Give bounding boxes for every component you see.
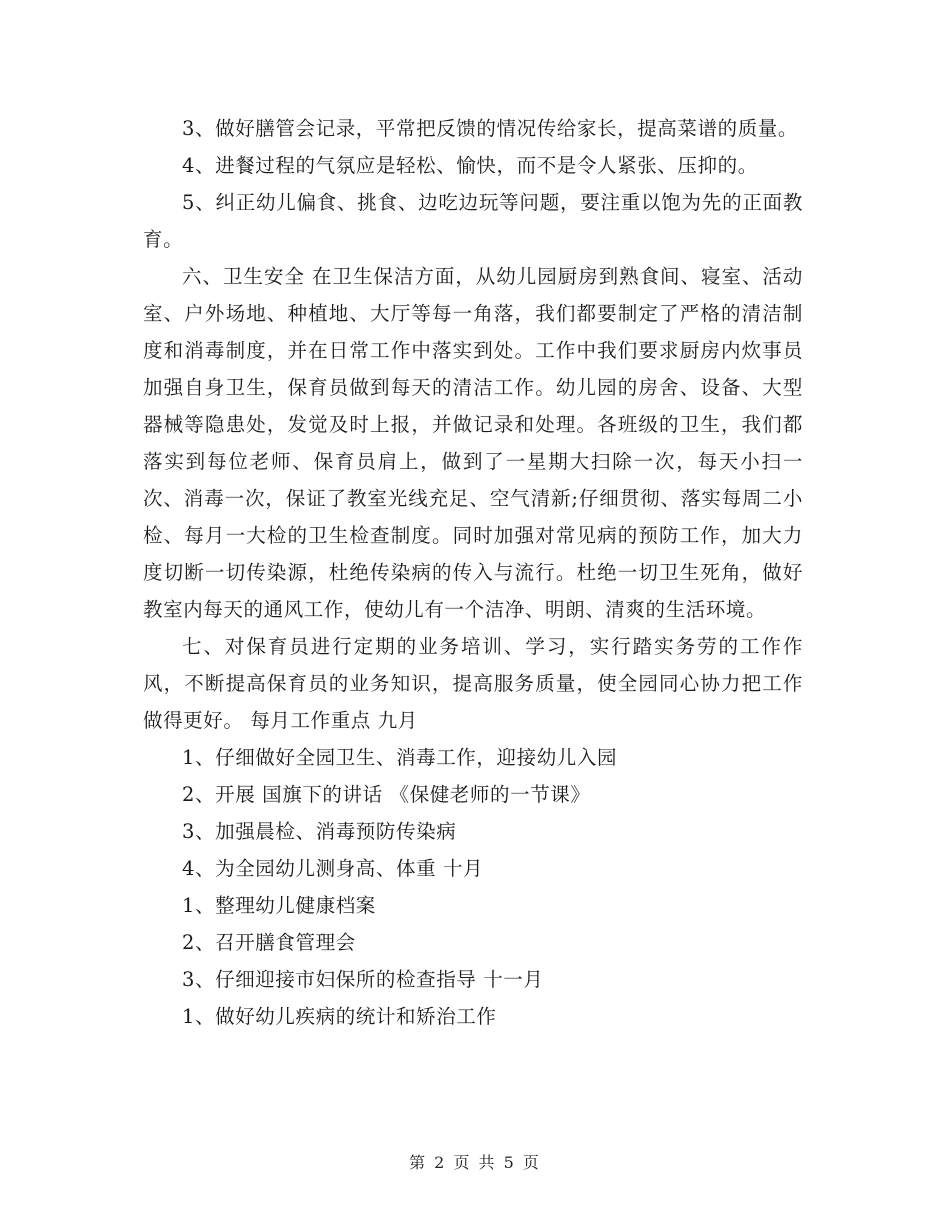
list-item: 2、召开膳食管理会 xyxy=(182,931,356,954)
list-item: 3、仔细迎接市妇保所的检查指导 十一月 xyxy=(182,968,544,991)
document-body xyxy=(143,110,803,1035)
list-item: 1、仔细做好全园卫生、消毒工作，迎接幼儿入园 xyxy=(182,746,618,769)
list-item: 1、整理幼儿健康档案 xyxy=(182,894,376,917)
list-item: 1、做好幼儿疾病的统计和矫治工作 xyxy=(182,1005,497,1028)
list-item: 4、为全园幼儿测身高、体重 十月 xyxy=(182,857,484,880)
paragraph: 七、对保育员进行定期的业务培训、学习，实行踏实务劳的工作作风，不断提高保育员的业务知识，提高服务质量，使全园同心协力把工作做得更好。 每月工作重点 九月 xyxy=(143,635,803,732)
page-footer: 第 2 页 共 5 页 xyxy=(409,1153,541,1172)
paragraph: 3、做好膳管会记录，平常把反馈的情况传给家长，提高菜谱的质量。 xyxy=(182,117,799,140)
list-item: 3、加强晨检、消毒预防传染病 xyxy=(182,820,457,843)
paragraph: 5、纠正幼儿偏食、挑食、边吃边玩等问题，要注重以饱为先的正面教育。 xyxy=(143,191,803,251)
paragraph: 六、卫生安全 在卫生保洁方面，从幼儿园厨房到熟食间、寝室、活动室、户外场地、种植地、大厅等每一角落，我们都要制定了严格的清洁制度和消毒制度，并在日常工作中落实到处。工作中我们要求厨房内炊事员加强自身卫生，保育员做到每天的清洁工作。幼儿园的房舍、设备、大型器械等隐患处，发觉及时上报，并做记录和处理。各班级的卫生，我们都落实到每位老师、保育员肩上，做到了一星期大扫除一次，每天小扫一次、消毒一次，保证了教室光线充足、空气清新;仔细贯彻、落实每周二小检、每月一大检的卫生检查制度。同时加强对常见病的预防工作，加大力度切断一切传染源，杜绝传染病的传入与流行。杜绝一切卫生死角，做好教室内每天的通风工作，使幼儿有一个洁净、明朗、清爽的生活环境。 xyxy=(143,265,803,621)
paragraph: 4、进餐过程的气氛应是轻松、愉快，而不是令人紧张、压抑的。 xyxy=(182,154,758,177)
list-item: 2、开展 国旗下的讲话 《保健老师的一节课》 xyxy=(182,783,591,806)
